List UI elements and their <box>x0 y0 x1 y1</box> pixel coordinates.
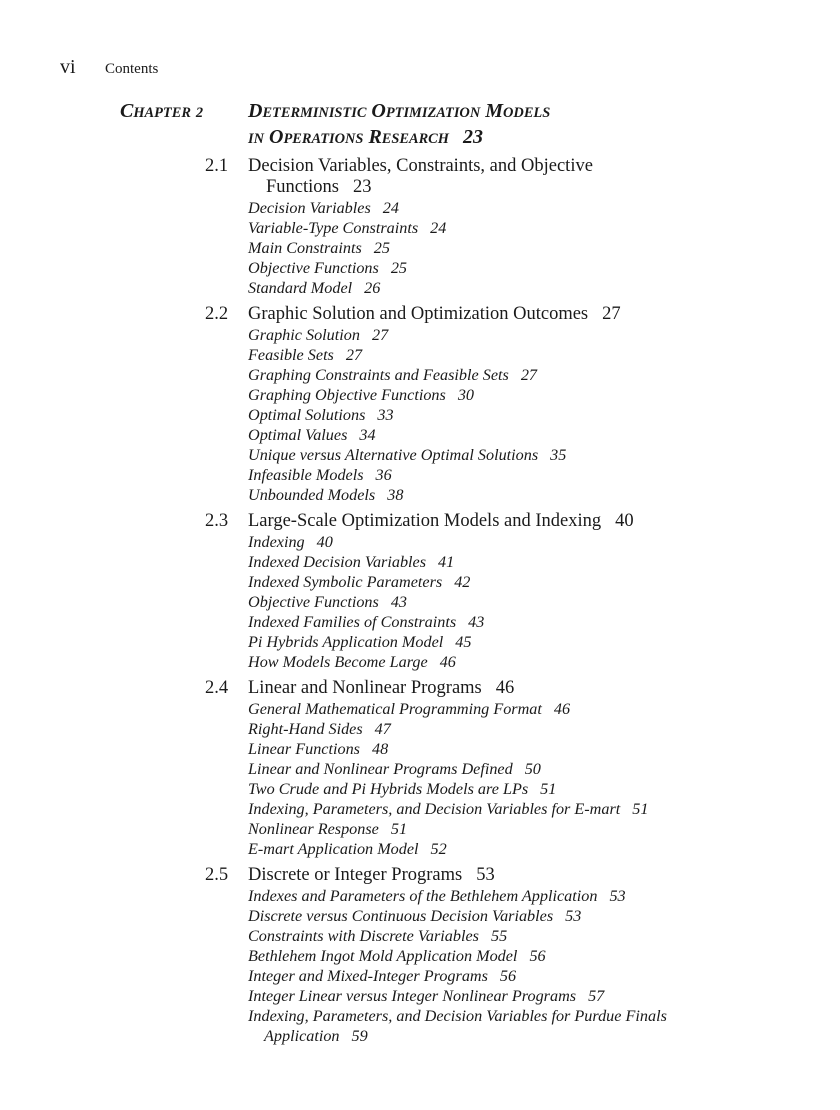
subsection-title: Indexing <box>248 533 305 551</box>
subsection-entry <box>248 552 734 572</box>
subsection-entry <box>248 572 734 592</box>
subsection-entry <box>248 278 734 298</box>
subsection-entry <box>248 739 734 759</box>
subsection-entry <box>248 238 734 258</box>
section-heading <box>0 156 840 198</box>
subsection-page: 33 <box>377 406 394 424</box>
subsection-entry <box>248 425 734 445</box>
section-number: 2.3 <box>205 511 229 531</box>
section-heading <box>0 304 840 325</box>
chapter-label: CHAPTER 2 <box>120 100 204 122</box>
subsection-title: Indexes and Parameters of the Bethlehem Application <box>248 887 598 905</box>
chapter-page: 23 <box>462 126 483 148</box>
subsection-entry <box>248 759 734 779</box>
section-page: 46 <box>495 678 515 698</box>
section-title <box>248 304 686 325</box>
subsection-title: Main Constraints <box>248 239 362 257</box>
subsection-title: Linear Functions <box>248 740 360 758</box>
subsection-title: Bethlehem Ingot Mold Application Model <box>248 947 518 965</box>
subsection-title: Decision Variables <box>248 199 371 217</box>
section-page: 40 <box>615 511 634 531</box>
subsection-entry <box>248 926 734 946</box>
section-title-text: Large-Scale Optimization Models and Indexing <box>248 511 602 531</box>
subsection-entry <box>248 779 734 799</box>
subsection-title: E-mart Application Model <box>248 840 419 858</box>
section-heading <box>0 511 840 532</box>
subsection-title: Two Crude and Pi Hybrids Models are LPs <box>248 780 529 798</box>
subsection-title: Discrete versus Continuous Decision Variables <box>248 907 554 925</box>
section-number: 2.2 <box>205 304 229 324</box>
subsection-entry <box>248 592 734 612</box>
subsection-page: 53 <box>565 907 582 925</box>
subsection-title: Unbounded Models <box>248 486 376 504</box>
section-title <box>248 156 686 198</box>
subsection-page: 53 <box>609 887 626 905</box>
subsection-entry <box>248 385 734 405</box>
subsection-list <box>0 886 840 1046</box>
subsection-page: 24 <box>430 219 447 237</box>
subsection-title: How Models Become Large <box>248 653 428 671</box>
subsection-entry <box>248 405 734 425</box>
subsection-page: 25 <box>390 259 407 277</box>
toc-section <box>0 511 840 672</box>
section-title-text: Discrete or Integer Programs <box>248 865 463 885</box>
subsection-title: Graphic Solution <box>248 326 360 344</box>
subsection-entry <box>248 365 734 385</box>
chapter-title-line2-row <box>248 125 768 151</box>
subsection-entry <box>248 946 734 966</box>
subsection-entry <box>248 465 734 485</box>
toc-section <box>0 678 840 859</box>
subsection-page: 57 <box>588 987 605 1005</box>
subsection-title: Indexed Families of Constraints <box>248 613 457 631</box>
subsection-title: Indexed Decision Variables <box>248 553 427 571</box>
subsection-page: 51 <box>632 800 649 818</box>
subsection-page: 56 <box>499 967 517 985</box>
running-head: Contents <box>105 61 159 77</box>
subsection-page: 43 <box>468 613 485 631</box>
subsection-page: 59 <box>351 1027 368 1045</box>
subsection-page: 46 <box>553 700 571 718</box>
section-title <box>248 678 686 699</box>
subsection-entry <box>248 799 734 819</box>
subsection-title: Integer and Mixed-Integer Programs <box>248 967 488 985</box>
page-number: vi <box>60 56 76 78</box>
section-title-text: Linear and Nonlinear Programs <box>248 678 482 698</box>
subsection-page: 47 <box>374 720 391 738</box>
subsection-page: 34 <box>359 426 376 444</box>
subsection-entry <box>248 345 734 365</box>
subsection-title: Optimal Solutions <box>248 406 366 424</box>
toc-section <box>0 304 840 505</box>
subsection-entry <box>248 719 734 739</box>
subsection-list <box>0 198 840 298</box>
subsection-entry <box>248 218 734 238</box>
subsection-title: Indexed Symbolic Parameters <box>248 573 443 591</box>
subsection-entry <box>248 1006 734 1046</box>
subsection-page: 45 <box>455 633 472 651</box>
subsection-entry <box>248 532 734 552</box>
subsection-title: Infeasible Models <box>248 466 364 484</box>
subsection-page: 52 <box>430 840 447 858</box>
subsection-entry <box>248 699 734 719</box>
subsection-title: Linear and Nonlinear Programs Defined <box>248 760 513 778</box>
subsection-entry <box>248 485 734 505</box>
subsection-title: Feasible Sets <box>248 346 334 364</box>
subsection-entry <box>248 198 734 218</box>
toc-section <box>0 865 840 1046</box>
section-title <box>248 511 686 532</box>
subsection-page: 56 <box>529 947 546 965</box>
subsection-page: 35 <box>550 446 567 464</box>
subsection-page: 51 <box>390 820 408 838</box>
subsection-page: 43 <box>390 593 407 611</box>
subsection-title: Variable-Type Constraints <box>248 219 419 237</box>
subsection-entry <box>248 445 734 465</box>
subsection-entry <box>248 886 734 906</box>
subsection-title: Pi Hybrids Application Model <box>248 633 444 651</box>
chapter-title-line2: IN OPERATIONS RESEARCH <box>248 126 449 148</box>
subsection-title: Indexing, Parameters, and Decision Variables for Purdue Finals Application <box>248 1007 667 1045</box>
subsection-entry <box>248 612 734 632</box>
subsection-page: 51 <box>540 780 557 798</box>
section-title-text: Decision Variables, Constraints, and Objective Functions <box>248 156 593 197</box>
subsection-page: 41 <box>438 553 455 571</box>
chapter-title-line1: DETERMINISTIC OPTIMIZATION MODELS <box>248 100 551 122</box>
subsection-page: 25 <box>373 239 390 257</box>
subsection-page: 38 <box>387 486 404 504</box>
subsection-page: 55 <box>490 927 508 945</box>
subsection-entry <box>248 258 734 278</box>
subsection-page: 26 <box>364 279 381 297</box>
subsection-page: 50 <box>524 760 541 778</box>
subsection-entry <box>248 986 734 1006</box>
subsection-page: 36 <box>375 466 392 484</box>
subsection-entry <box>248 652 734 672</box>
subsection-title: Nonlinear Response <box>248 820 379 838</box>
subsection-title: Unique versus Alternative Optimal Solutions <box>248 446 539 464</box>
subsection-page: 27 <box>520 366 537 384</box>
subsection-title: Constraints with Discrete Variables <box>248 927 479 945</box>
subsection-title: Objective Functions <box>248 593 379 611</box>
subsection-entry <box>248 966 734 986</box>
subsection-title: Right-Hand Sides <box>248 720 363 738</box>
section-page: 27 <box>602 304 621 324</box>
section-number: 2.5 <box>205 865 229 885</box>
subsection-title: Objective Functions <box>248 259 379 277</box>
section-page: 23 <box>352 177 372 197</box>
subsection-list <box>0 325 840 505</box>
section-number: 2.1 <box>205 156 229 176</box>
chapter-title <box>248 99 768 151</box>
subsection-title: Indexing, Parameters, and Decision Variables for E-mart <box>248 800 621 818</box>
toc-section <box>0 156 840 298</box>
subsection-title: Optimal Values <box>248 426 348 444</box>
subsection-page: 48 <box>371 740 389 758</box>
toc-sections <box>0 156 840 1046</box>
subsection-entry <box>248 819 734 839</box>
subsection-title: Standard Model <box>248 279 353 297</box>
subsection-title: Graphing Objective Functions <box>248 386 446 404</box>
section-page: 53 <box>476 865 495 885</box>
section-heading <box>0 678 840 699</box>
subsection-page: 24 <box>382 199 399 217</box>
section-number: 2.4 <box>205 678 229 698</box>
subsection-page: 40 <box>316 533 333 551</box>
subsection-page: 46 <box>439 653 456 671</box>
section-title-text: Graphic Solution and Optimization Outcomes <box>248 304 589 324</box>
subsection-title: General Mathematical Programming Format <box>248 700 542 718</box>
subsection-entry <box>248 839 734 859</box>
subsection-list <box>0 532 840 672</box>
subsection-title: Integer Linear versus Integer Nonlinear Programs <box>248 987 577 1005</box>
subsection-page: 27 <box>345 346 363 364</box>
section-title <box>248 865 686 886</box>
section-heading <box>0 865 840 886</box>
subsection-page: 30 <box>457 386 474 404</box>
subsection-page: 42 <box>454 573 471 591</box>
subsection-list <box>0 699 840 859</box>
subsection-entry <box>248 325 734 345</box>
subsection-page: 27 <box>371 326 389 344</box>
subsection-entry <box>248 632 734 652</box>
subsection-entry <box>248 906 734 926</box>
subsection-title: Graphing Constraints and Feasible Sets <box>248 366 509 384</box>
